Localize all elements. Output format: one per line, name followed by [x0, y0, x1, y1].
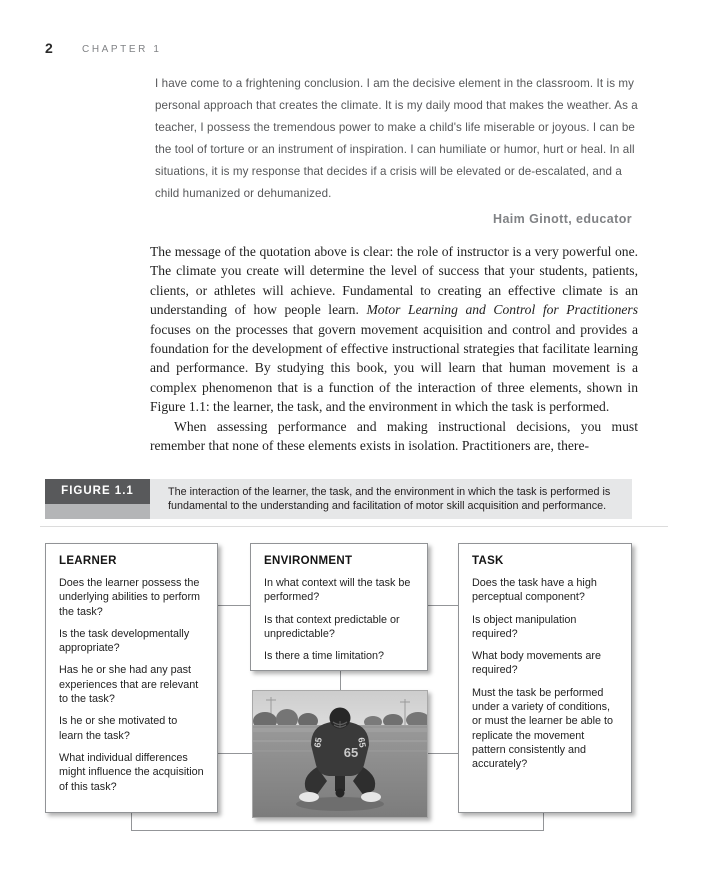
para1-lead: The message of the quotation above is clear: the role of instructor is a very powerful one. The climate you create will determine the level of success that your students, patients, clients, or athletes will achieve. Fundamental to creating an effective climate is an understanding of how people learn. [150, 244, 638, 318]
figure-divider-line [40, 526, 668, 527]
connector-bottom-bus [131, 830, 544, 831]
quote-attribution: Haim Ginott, educator [493, 212, 632, 226]
connector-task-bus [543, 813, 544, 830]
body-text [150, 242, 638, 455]
chapter-label: CHAPTER 1 [82, 44, 162, 55]
jersey-number-right-shoulder: 65 [356, 736, 368, 749]
jersey-number-left-shoulder: 65 [312, 736, 324, 749]
learner-question: Is he or she motivated to learn the task? [59, 715, 178, 742]
figure-caption: The interaction of the learner, the task, and the environment in which the task is performed is fundamental to the understanding and facilitation of motor skill acquisition and performance. [110, 479, 632, 519]
body-paragraph-2: When assessing performance and making instructional decisions, you must remember that none of these elements exists in isolation. Practitioners are, there- [150, 418, 638, 454]
task-box [458, 543, 632, 813]
connector-learner-bus [131, 813, 132, 830]
learner-question: Does the learner possess the underlying abilities to perform the task? [59, 577, 201, 618]
task-question: Must the task be performed under a variety of conditions, or must the learner be able to replicate the movement pattern consistently and accurately? [472, 686, 614, 771]
environment-question: Is there a time limitation? [264, 650, 385, 663]
connector-learner-environment [218, 605, 250, 606]
environment-box [250, 543, 428, 671]
connector-learner-photo [218, 753, 252, 754]
task-box-title: TASK [472, 555, 504, 567]
book-title-italic: Motor Learning and Control for Practitioners [366, 302, 638, 318]
football-player-photo [252, 690, 428, 818]
environment-question: Is that context predictable or unpredictable? [264, 613, 400, 640]
task-question: What body movements are required? [472, 650, 602, 677]
learner-question: Is the task developmentally appropriate? [59, 627, 190, 655]
football-player-illustration [253, 691, 427, 817]
task-question: Does the task have a high perceptual component? [472, 577, 597, 604]
jersey-number-chest: 65 [343, 745, 359, 760]
learner-box-title: LEARNER [59, 555, 117, 567]
page-number: 2 [45, 40, 53, 56]
connector-photo-task [428, 753, 458, 754]
figure-label-strip [45, 504, 150, 519]
environment-box-title: ENVIRONMENT [264, 555, 353, 567]
para1-rest: focuses on the processes that govern movement acquisition and control and provides a foundation for the development of effective instructional strategies that facilitate learning and performance. By studying this book, you will learn that human movement is a complex phenomenon that is a function of the interaction of three elements, shown in Figure 1.1: the learner, the task, and the environment in which the task is performed. [150, 321, 638, 415]
task-question: Is object manipulation required? [472, 613, 577, 640]
environment-question: In what context will the task be performed? [264, 577, 411, 604]
learner-question: Has he or she had any past experiences that are relevant to the task? [59, 664, 199, 706]
figure-label: FIGURE 1.1 [45, 479, 150, 504]
learner-question: What individual differences might influence the acquisition of this task? [59, 751, 204, 793]
epigraph-quote: I have come to a frightening conclusion. I am the decisive element in the classroom. It is my personal approach that creates the climate. It is my daily mood that makes the weather. As a teacher, I possess the tremendous power to make a child's life miserable or joyous. I can be the tool of torture or an instrument of inspiration. I can humiliate or humor, hurt or heal. In all situations, it is my response that decides if a crisis will be elevated or de-escalated, and a child humanized or dehumanized. [155, 77, 638, 200]
learner-box [45, 543, 218, 813]
body-paragraph-1 [150, 242, 638, 417]
connector-environment-photo [340, 671, 341, 690]
connector-environment-task [428, 605, 458, 606]
